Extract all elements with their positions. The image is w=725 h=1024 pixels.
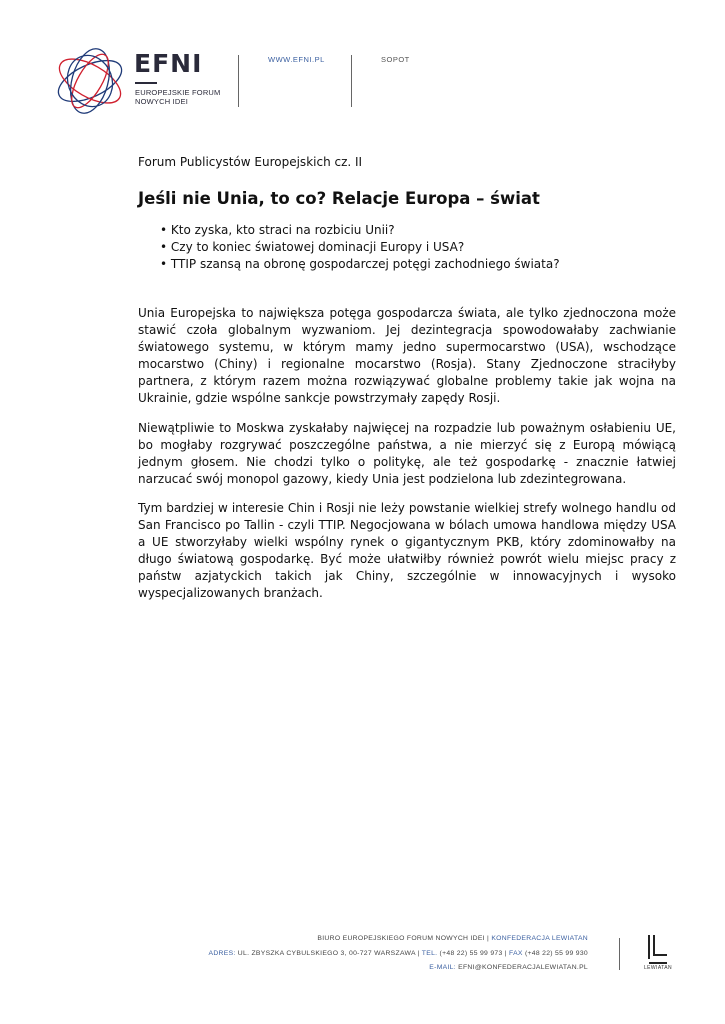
footer-office-line	[317, 935, 588, 942]
list-item: • TTIP szansą na obronę gospodarczej potęgi zachodniego świata?	[160, 256, 560, 273]
lewiatan-logo-icon	[645, 933, 669, 969]
brand-subtitle-line1: EUROPEJSKIE FORUM	[135, 88, 221, 97]
paragraph-3: Tym bardziej w interesie Chin i Rosji nie leży powstanie wielkiej strefy wolnego handlu od San Francisco po Tallin - czyli TTIP. Negocjowana w bólach umowa handlowa między USA a UE stworzyłaby wielki wspólny rynek o gigantycznym PKB, który zdominowałby na długo światową gospodarkę. Być może ułatwiłby również powrót wielu miejsc pracy z państw azjatyckich takich jak Chiny, szczególnie w innowacyjnych i wysoko wyspecjalizowanych branżach.	[138, 501, 676, 600]
footer-separator: |	[484, 935, 492, 942]
footer-email-line	[429, 964, 588, 971]
footer-office: BIURO EUROPEJSKIEGO FORUM NOWYCH IDEI	[317, 935, 485, 942]
brand-subtitle-line2: NOWYCH IDEI	[135, 97, 189, 106]
list-item: • Kto zyska, kto straci na rozbiciu Unii?	[160, 222, 560, 239]
brand-divider	[135, 82, 157, 84]
header-city: SOPOT	[381, 55, 410, 64]
header-divider-2	[351, 55, 352, 107]
footer-divider	[619, 938, 620, 970]
fax-value: (+48 22) 55 99 930	[522, 950, 588, 957]
series-label: Forum Publicystów Europejskich cz. II	[138, 155, 363, 169]
address-value: UL. ZBYSZKA CYBULSKIEGO 3, 00-727 WARSZAWA |	[235, 950, 422, 957]
address-label: ADRES:	[208, 950, 236, 957]
paragraph-1: Unia Europejska to największa potęga gospodarcza świata, ale tylko zjednoczona może stawić czoła globalnym wyzwaniom. Jej dezintegracja spowodowałaby zachwianie światowego systemu, w którym mamy jedno supermocarstwo (USA), wschodzące mocarstwo (Chiny) i regionalne mocarstwo (Rosja). Stany Zjednoczone straciłyby partnera, z którym razem można rozwiązywać globalne problemy takie jak wojna na Ukrainie, gdzie wspólne sankcje powstrzymały zapędy Rosji.	[138, 306, 676, 405]
footer-address-line	[208, 950, 588, 957]
document-title: Jeśli nie Unia, to co? Relacje Europa – świat	[138, 189, 540, 208]
email-label: E-MAIL:	[429, 964, 456, 971]
paragraph-2: Niewątpliwie to Moskwa zyskałaby najwięcej na rozpadzie lub poważnym osłabieniu UE, bo mogłaby rozgrywać poszczególne państwa, a nie mierzyć się z Europą mówiącą jednym głosem. Nie chodzi tylko o politykę, ale też gospodarkę - znacznie łatwiej narzucać swój monopol gazowy, kiedy Unia jest podzielona lub zdezintegrowana.	[138, 421, 676, 486]
brand-name: EFNI	[134, 49, 203, 78]
lewiatan-logo-text: LEWIATAN	[644, 965, 673, 971]
list-item: • Czy to koniec światowej dominacji Europy i USA?	[160, 239, 560, 256]
email-link[interactable]: EFNI@KONFEDERACJALEWIATAN.PL	[455, 964, 588, 971]
header-divider-1	[238, 55, 239, 107]
website-link[interactable]: WWW.EFNI.PL	[268, 55, 325, 64]
question-list	[160, 222, 560, 273]
fax-label: FAX	[509, 950, 523, 957]
footer-org: KONFEDERACJA LEWIATAN	[491, 935, 588, 942]
tel-label: TEL.	[421, 950, 438, 957]
tel-value: (+48 22) 55 99 973 |	[437, 950, 510, 957]
efni-logo-icon	[50, 42, 132, 120]
brand-subtitle	[135, 88, 221, 106]
